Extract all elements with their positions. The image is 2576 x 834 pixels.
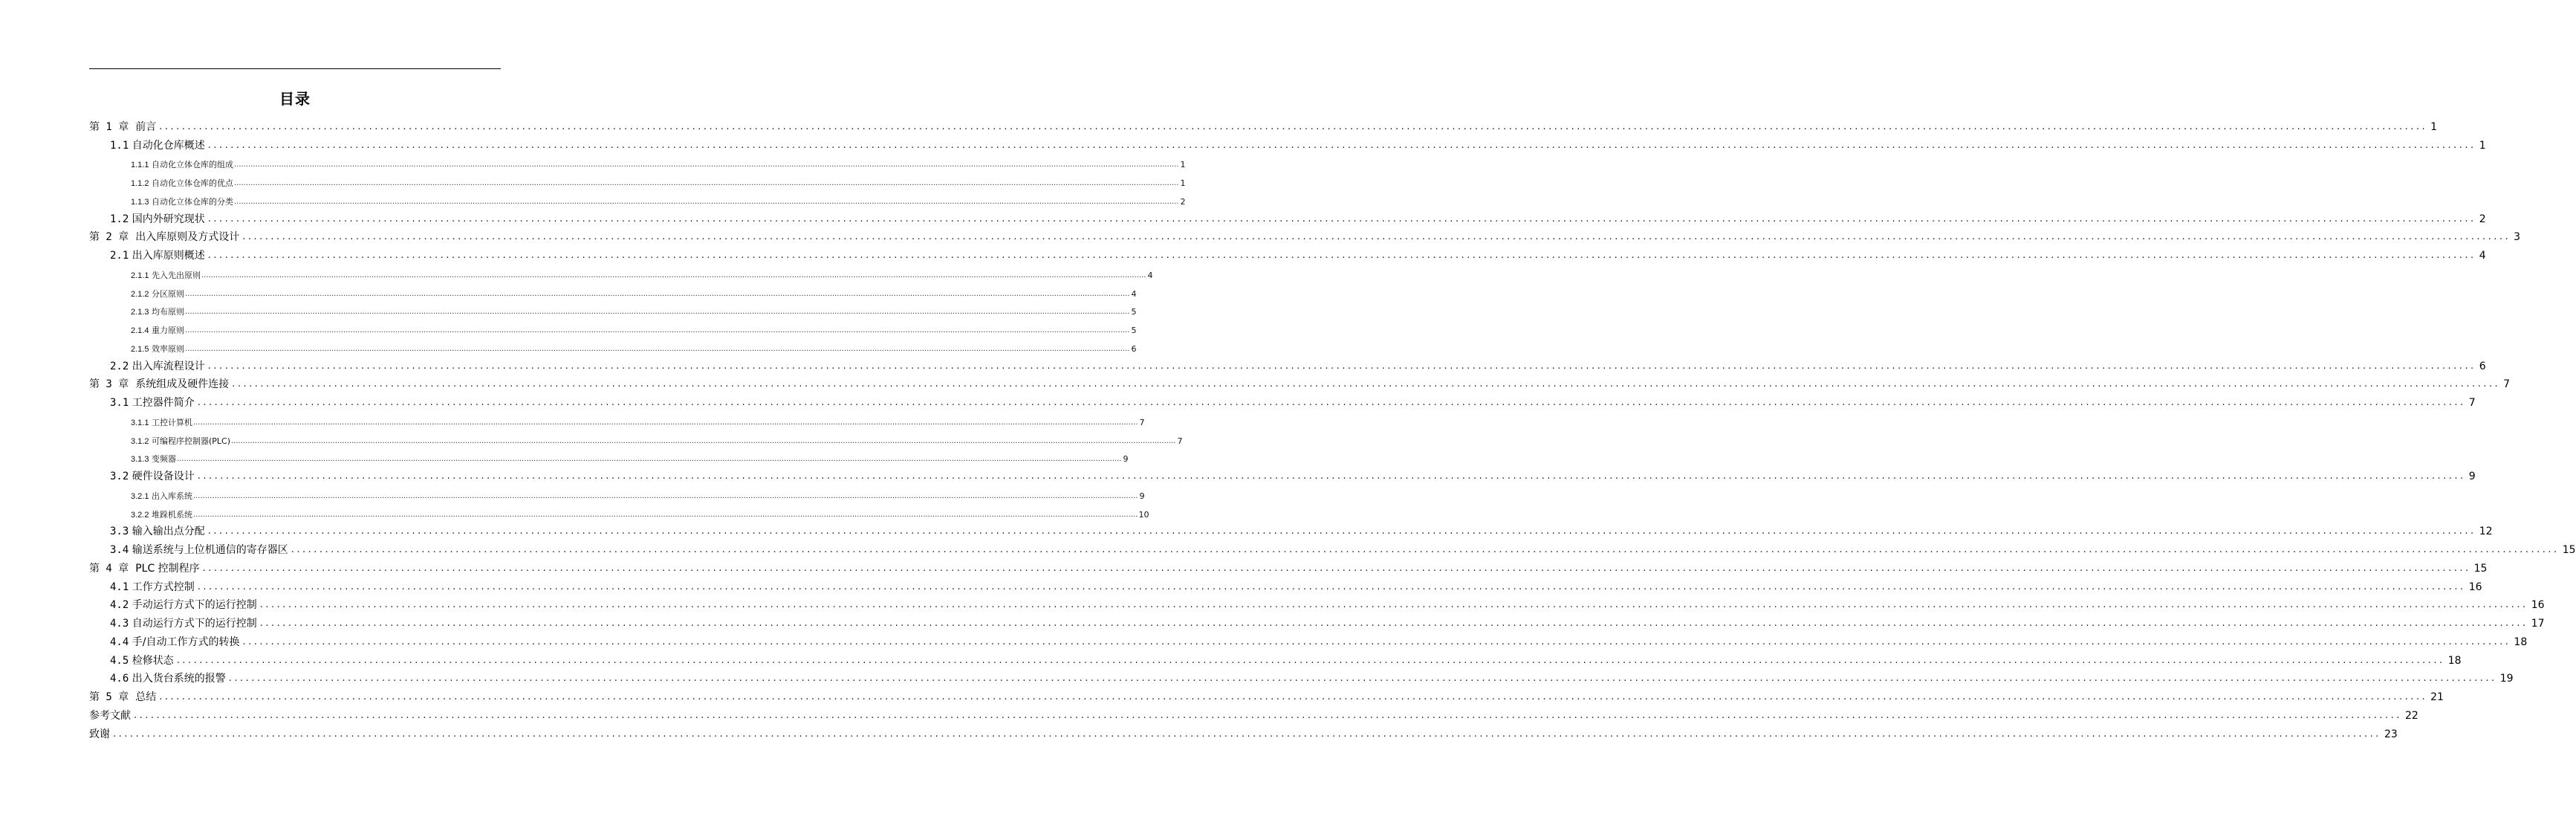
toc-entry-number: 4.1 [110, 581, 129, 593]
toc-entry-label [110, 598, 257, 612]
toc-entry-number: 2.1.1 [131, 271, 149, 280]
toc-entry-label [89, 230, 239, 245]
toc-entry-label [110, 543, 288, 557]
dot-leader: ................................................................................................................................................................................................................................................................................................................................................................................................................ [242, 231, 2511, 243]
toc-entry-number: 4.3 [110, 618, 129, 630]
toc-entry-label [110, 138, 205, 153]
toc-entry-label [131, 196, 233, 208]
toc-entry-page-number: 9 [1123, 454, 1129, 465]
toc-entry-text: 堆跺机系统 [151, 509, 192, 520]
toc-entry-label [110, 616, 257, 631]
toc-entry[interactable] [89, 171, 1186, 190]
toc-entry-text: 自动化立体仓库的优点 [151, 178, 233, 188]
toc-entry-page-number: 18 [2514, 636, 2528, 648]
dot-leader: ................................................................................................................................................................................................................................................................................................................................................................................................................ [192, 491, 1138, 500]
toc-entry-text: 出入库系统 [151, 491, 192, 501]
toc-entry[interactable] [89, 410, 1145, 429]
toc-entry-text: 参考文献 [89, 709, 131, 722]
header-rule [89, 68, 501, 69]
toc-entry-page-number: 16 [2468, 581, 2482, 593]
toc-entry-number: 2.1.3 [131, 308, 149, 317]
dot-leader: ................................................................................................................................................................................................................................................................................................................................................................................................................ [207, 250, 2476, 261]
dot-leader: ................................................................................................................................................................................................................................................................................................................................................................................................................ [184, 289, 1130, 298]
toc-entry-number: 第 2 章 [89, 231, 129, 244]
toc-entry[interactable] [89, 521, 2493, 540]
toc-entry[interactable] [89, 484, 1145, 502]
toc-entry-number: 1.1.1 [131, 161, 149, 170]
toc-entry-page-number: 7 [2503, 378, 2511, 391]
toc-entry-text: 先入先出原则 [151, 270, 201, 280]
toc-entry-label [110, 469, 195, 484]
dot-leader: ................................................................................................................................................................................................................................................................................................................................................................................................................ [231, 436, 1176, 445]
toc-entry[interactable] [89, 153, 1186, 172]
toc-entry[interactable] [89, 631, 2528, 650]
toc-entry[interactable] [89, 650, 2462, 668]
dot-leader: ................................................................................................................................................................................................................................................................................................................................................................................................................ [233, 161, 1179, 169]
dot-leader: ................................................................................................................................................................................................................................................................................................................................................................................................................ [134, 709, 2402, 721]
toc-entry-page-number: 10 [1138, 509, 1149, 520]
toc-entry-number: 1.1.2 [131, 179, 149, 188]
toc-entry-page-number: 2 [2479, 213, 2486, 225]
toc-entry-page-number: 1 [1180, 178, 1186, 188]
toc-entry[interactable] [89, 208, 2486, 227]
toc-entry-page-number: 19 [2499, 673, 2514, 685]
toc-entry-text: 自动运行方式下的运行控制 [132, 618, 257, 630]
toc-entry-label [110, 653, 174, 668]
toc-entry-text: 可编程序控制器(PLC) [151, 436, 230, 446]
toc-entry-page-number: 22 [2404, 709, 2418, 722]
toc-entry-text: 自动化仓库概述 [132, 139, 205, 152]
dot-leader: ................................................................................................................................................................................................................................................................................................................................................................................................................ [291, 544, 2560, 555]
toc-entry-number: 3.1.3 [131, 455, 149, 465]
toc-entry-page-number: 16 [2531, 599, 2545, 612]
toc-entry-page-number: 9 [2468, 471, 2476, 482]
toc-entry-text: 效率原则 [151, 343, 184, 354]
toc-entry-number: 4.6 [110, 673, 129, 685]
dot-leader: ................................................................................................................................................................................................................................................................................................................................................................................................................ [242, 636, 2511, 647]
dot-leader: ................................................................................................................................................................................................................................................................................................................................................................................................................ [201, 271, 1146, 279]
toc-entry[interactable] [89, 263, 1153, 282]
dot-leader: ................................................................................................................................................................................................................................................................................................................................................................................................................ [192, 418, 1138, 427]
toc-entry[interactable] [89, 429, 1183, 447]
toc-entry-text: 检修状态 [132, 654, 174, 667]
toc-entry[interactable] [89, 135, 2486, 153]
toc-entry-number: 第 5 章 [89, 691, 129, 703]
toc-entry-label [131, 325, 184, 337]
toc-entry-label [89, 377, 229, 392]
toc-entry-text: 国内外研究现状 [132, 213, 205, 225]
dot-leader: ................................................................................................................................................................................................................................................................................................................................................................................................................ [259, 599, 2528, 611]
toc-entry[interactable] [89, 723, 2398, 742]
dot-leader: ................................................................................................................................................................................................................................................................................................................................................................................................................ [176, 455, 1122, 464]
toc-entry-label [131, 491, 192, 502]
toc-entry-page-number: 15 [2473, 562, 2488, 575]
toc-entry-text: 工控器件简介 [132, 397, 195, 409]
toc-entry-text: 工作方式控制 [132, 581, 195, 593]
toc-entry-page-number: 1 [1180, 160, 1186, 170]
toc-entry[interactable] [89, 502, 1149, 521]
toc-entry-text: 重力原则 [151, 326, 184, 335]
toc-entry[interactable] [89, 190, 1186, 208]
toc-entry-number: 3.1 [110, 397, 129, 409]
toc-entry-page-number: 9 [1139, 491, 1145, 501]
dot-leader: ................................................................................................................................................................................................................................................................................................................................................................................................................ [232, 378, 2501, 390]
toc-entry-page-number: 5 [1131, 307, 1137, 317]
toc-entry-text: 出入库原则及方式设计 [135, 231, 240, 244]
toc-entry[interactable] [89, 318, 1137, 337]
toc-entry-text: 输入输出点分配 [132, 526, 205, 538]
toc-title: 目录 [279, 90, 311, 108]
dot-leader: ................................................................................................................................................................................................................................................................................................................................................................................................................ [233, 197, 1179, 206]
toc-entry[interactable] [89, 392, 2476, 410]
toc-entry-page-number: 12 [2479, 526, 2493, 538]
toc-entry-number: 3.2.2 [131, 510, 149, 520]
toc-entry-page-number: 7 [1177, 436, 1183, 446]
toc-entry-text: 系统组成及硬件连接 [135, 378, 230, 391]
toc-entry-number: 2.1.4 [131, 326, 149, 335]
toc-entry-number: 2.1.5 [131, 344, 149, 354]
toc-entry-number: 1.1.3 [131, 197, 149, 207]
toc-entry-label [110, 359, 205, 374]
toc-entry-label [110, 248, 205, 263]
toc-entry-text: 出入货台系统的报警 [132, 673, 226, 685]
toc-entry[interactable] [89, 539, 2576, 557]
toc-entry[interactable] [89, 300, 1137, 319]
toc-entry-page-number: 15 [2562, 544, 2576, 556]
toc-entry-label [131, 306, 184, 318]
toc-entry-number: 2.1 [110, 250, 129, 262]
toc-entry-label [89, 561, 200, 576]
dot-leader: ................................................................................................................................................................................................................................................................................................................................................................................................................ [192, 510, 1138, 519]
toc-entry-text: 分区原则 [151, 288, 184, 299]
toc-entry-page-number: 1 [2430, 120, 2438, 133]
dot-leader: ................................................................................................................................................................................................................................................................................................................................................................................................................ [207, 213, 2476, 224]
toc-entry-label [131, 417, 192, 429]
toc-entry[interactable] [89, 245, 2486, 263]
toc-entry-number: 3.2 [110, 471, 129, 482]
toc-entry-label [110, 212, 205, 227]
dot-leader: ................................................................................................................................................................................................................................................................................................................................................................................................................ [228, 673, 2497, 685]
toc-entry-label [131, 159, 233, 171]
toc-entry-label [131, 343, 184, 355]
dot-leader: ................................................................................................................................................................................................................................................................................................................................................................................................................ [184, 344, 1130, 353]
toc-entry-number: 3.1.2 [131, 436, 149, 446]
toc-entry-page-number: 7 [2468, 397, 2476, 409]
toc-entry[interactable] [89, 116, 2438, 135]
toc-entry-page-number: 5 [1131, 326, 1137, 335]
toc-entry-text: 手/自动工作方式的转换 [132, 636, 240, 648]
toc-entry[interactable] [89, 705, 2418, 723]
toc-entry[interactable] [89, 447, 1129, 466]
toc-entry-label [131, 453, 176, 465]
toc-entry-page-number: 4 [1131, 288, 1137, 299]
dot-leader: ................................................................................................................................................................................................................................................................................................................................................................................................................ [176, 654, 2445, 666]
toc-entry-number: 3.1.1 [131, 418, 149, 427]
toc-entry-text: 总结 [135, 691, 157, 703]
toc-entry-label [131, 270, 201, 282]
toc-entry-label [89, 708, 131, 723]
toc-entry[interactable] [89, 595, 2545, 613]
toc-entry[interactable] [89, 465, 2476, 484]
toc-entry[interactable] [89, 686, 2444, 705]
toc-entry-label [131, 436, 230, 447]
toc-entry-page-number: 6 [2479, 360, 2486, 372]
toc-entry-page-number: 4 [2479, 250, 2486, 262]
toc-entry-page-number: 7 [1139, 417, 1145, 427]
toc-entry-label [110, 524, 205, 539]
toc-entry-text: 均布原则 [151, 307, 184, 317]
table-of-contents [89, 116, 2576, 742]
toc-entry[interactable] [89, 557, 2488, 576]
toc-entry-number: 2.1.2 [131, 289, 149, 299]
toc-entry-page-number: 18 [2447, 654, 2462, 667]
toc-entry-page-number: 21 [2430, 691, 2444, 703]
dot-leader: ................................................................................................................................................................................................................................................................................................................................................................................................................ [202, 562, 2471, 574]
toc-entry-label [89, 690, 156, 705]
dot-leader: ................................................................................................................................................................................................................................................................................................................................................................................................................ [233, 179, 1179, 187]
toc-entry-number: 3.4 [110, 544, 129, 556]
toc-entry-number: 3.2.1 [131, 491, 149, 501]
toc-entry[interactable] [89, 355, 2486, 374]
toc-entry[interactable] [89, 337, 1137, 355]
toc-entry-number: 4.2 [110, 599, 129, 612]
dot-leader: ................................................................................................................................................................................................................................................................................................................................................................................................................ [207, 526, 2476, 537]
toc-entry-number: 4.5 [110, 654, 129, 667]
dot-leader: ................................................................................................................................................................................................................................................................................................................................................................................................................ [197, 471, 2466, 482]
toc-entry-number: 2.2 [110, 360, 129, 372]
toc-entry-text: 出入库流程设计 [132, 360, 205, 372]
toc-entry-page-number: 4 [1147, 270, 1153, 280]
dot-leader: ................................................................................................................................................................................................................................................................................................................................................................................................................ [184, 308, 1130, 317]
dot-leader: ................................................................................................................................................................................................................................................................................................................................................................................................................ [159, 691, 2428, 702]
dot-leader: ................................................................................................................................................................................................................................................................................................................................................................................................................ [159, 120, 2428, 132]
toc-entry-label [89, 727, 110, 742]
dot-leader: ................................................................................................................................................................................................................................................................................................................................................................................................................ [207, 360, 2476, 372]
toc-entry-label [110, 580, 195, 595]
toc-entry-page-number: 23 [2384, 728, 2398, 740]
dot-leader: ................................................................................................................................................................................................................................................................................................................................................................................................................ [197, 397, 2466, 408]
toc-entry-label [131, 288, 184, 300]
toc-entry-label [110, 635, 239, 650]
toc-entry-text: 致谢 [89, 728, 110, 740]
toc-entry-text: 自动化立体仓库的组成 [151, 160, 233, 170]
toc-entry-number: 3.3 [110, 526, 129, 538]
dot-leader: ................................................................................................................................................................................................................................................................................................................................................................................................................ [259, 618, 2528, 629]
toc-entry-text: 变频器 [151, 454, 176, 465]
toc-entry-label [131, 178, 233, 190]
toc-entry-page-number: 17 [2531, 618, 2545, 630]
toc-entry-text: PLC 控制程序 [135, 562, 200, 575]
dot-leader: ................................................................................................................................................................................................................................................................................................................................................................................................................ [207, 139, 2476, 151]
toc-entry-text: 自动化立体仓库的分类 [151, 196, 233, 207]
toc-entry[interactable] [89, 227, 2521, 245]
dot-leader: ................................................................................................................................................................................................................................................................................................................................................................................................................ [197, 581, 2466, 592]
toc-entry-text: 硬件设备设计 [132, 471, 195, 482]
dot-leader: ................................................................................................................................................................................................................................................................................................................................................................................................................ [184, 326, 1130, 334]
toc-entry-number: 第 1 章 [89, 120, 129, 133]
toc-entry-label [89, 120, 156, 135]
toc-entry[interactable] [89, 282, 1137, 300]
toc-entry-label [110, 395, 195, 410]
toc-entry-number: 1.2 [110, 213, 129, 225]
toc-entry[interactable] [89, 612, 2545, 631]
toc-entry-text: 手动运行方式下的运行控制 [132, 599, 257, 612]
toc-entry-page-number: 6 [1131, 343, 1137, 354]
toc-entry-page-number: 3 [2514, 231, 2521, 244]
toc-entry-label [131, 509, 192, 521]
toc-entry-number: 1.1 [110, 139, 129, 152]
toc-entry[interactable] [89, 668, 2514, 687]
dot-leader: ................................................................................................................................................................................................................................................................................................................................................................................................................ [113, 728, 2381, 740]
toc-entry-number: 第 4 章 [89, 562, 129, 575]
toc-entry-label [110, 671, 226, 686]
toc-entry-text: 出入库原则概述 [132, 250, 205, 262]
toc-entry-text: 输送系统与上位机通信的寄存器区 [132, 544, 288, 556]
toc-entry[interactable] [89, 374, 2511, 392]
toc-entry-page-number: 1 [2479, 139, 2486, 152]
toc-entry-number: 4.4 [110, 636, 129, 648]
toc-entry-text: 前言 [135, 120, 157, 133]
toc-entry-page-number: 2 [1180, 196, 1186, 207]
toc-entry-number: 第 3 章 [89, 378, 129, 391]
toc-entry[interactable] [89, 576, 2482, 595]
toc-entry-text: 工控计算机 [151, 417, 192, 427]
